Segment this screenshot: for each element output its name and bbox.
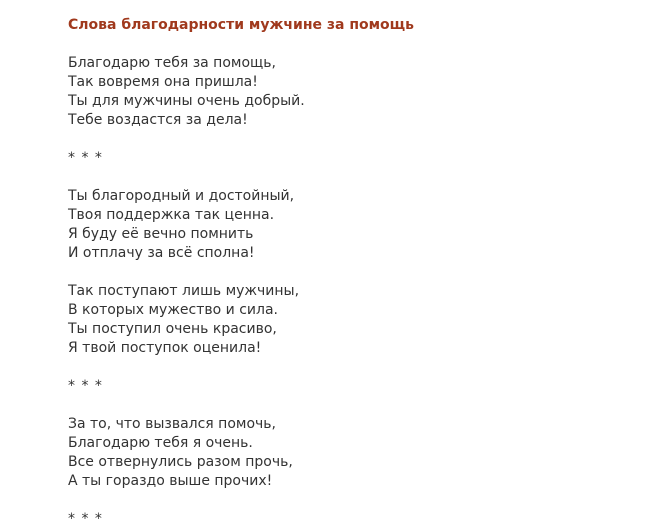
- poem-line: И отплачу за всё сполна!: [68, 245, 255, 261]
- section-title: Слова благодарности мужчине за помощь: [68, 17, 415, 33]
- poem-line: Твоя поддержка так ценна.: [68, 207, 275, 223]
- poem-line: Тебе воздастся за дела!: [68, 112, 248, 128]
- poem-line: Я твой поступок оценила!: [68, 340, 262, 356]
- poem-line: Все отвернулись разом прочь,: [68, 454, 293, 470]
- poem-line: А ты гораздо выше прочих!: [68, 473, 273, 489]
- poem-separator: * * *: [68, 511, 103, 527]
- poem-line: Ты благородный и достойный,: [68, 188, 295, 204]
- poem-stanza-1: [68, 54, 650, 130]
- poem-line: Так вовремя она пришла!: [68, 74, 258, 90]
- poem-line: Ты для мужчины очень добрый.: [68, 93, 305, 109]
- poem-line: Я буду её вечно помнить: [68, 226, 254, 242]
- poem-stanza-2: [68, 187, 650, 263]
- poem-line: Благодарю тебя я очень.: [68, 435, 253, 451]
- poem-separator: * * *: [68, 150, 103, 166]
- poem-stanza-3: [68, 282, 650, 358]
- poem-separator: * * *: [68, 378, 103, 394]
- poem-stanza-4: [68, 415, 650, 491]
- poem-line: Ты поступил очень красиво,: [68, 321, 277, 337]
- poem-line: В которых мужество и сила.: [68, 302, 278, 318]
- poem-line: За то, что вызвался помочь,: [68, 416, 276, 432]
- poem-line: Благодарю тебя за помощь,: [68, 55, 276, 71]
- poem-line: Так поступают лишь мужчины,: [68, 283, 300, 299]
